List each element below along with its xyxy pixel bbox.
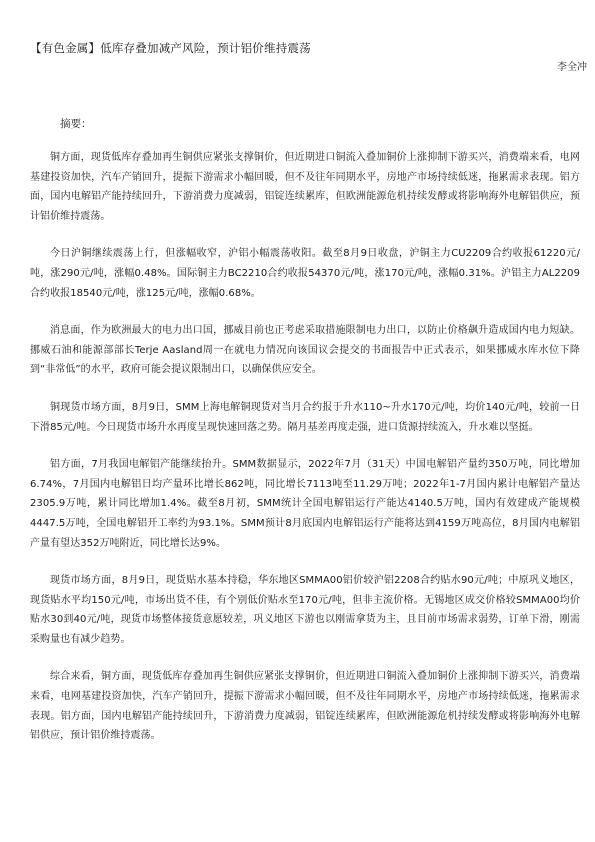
document-title: 【有色金属】低库存叠加减产风险，预计铝价维持震荡 [30, 41, 311, 55]
paragraph-aluminum-production: 铝方面，7月我国电解铝产能继续抬升。SMM数据显示，2022年7月（31天）中国电解铝产量约350万吨，同比增加6.74%，7月国内电解铝日均产量环比增长862吨，同比增长7113吨至11.29万吨；2022年1-7月国内累计电解铝产量达2305.9万吨，累计同比增加1.4%。截至8月初，SMM统计全国电解铝运行产能达4140.5万吨，国内有效建成产能规模4447.5万吨，全国电解铝开工率约为93.1%。SMM预计8月底国内电解铝运行产能将达到4159万吨高位，8月国内电解铝产量有望达352万吨附近，同比增长达9%。 [30, 459, 580, 549]
paragraph-market-close: 今日沪铜继续震荡上行，但涨幅收窄，沪铝小幅震荡收阳。截至8月9日收盘，沪铜主力CU2209合约收报61220元/吨，涨290元/吨，涨幅0.48%。国际铜主力BC2210合约收报54370元/吨，涨170元/吨，涨幅0.31%。沪铝主力AL2209合约收报18540元/吨，涨125元/吨，涨幅0.68%。 [30, 248, 580, 299]
paragraph-news-norway: 消息面，作为欧洲最大的电力出口国，挪威目前也正考虑采取措施限制电力出口，以防止价格飙升造成国内电力短缺。挪威石油和能源部部长Terje Aasland周一在就电力情况向该国议会提交的书面报告中正式表示，如果挪威水库水位下降到“非常低”的水平，政府可能会提议限制出口，以确保供应安全。 [30, 325, 580, 376]
document-body [30, 148, 580, 764]
paragraph-aluminum-spot: 现货市场方面，8月9日，现货贴水基本持稳，华东地区SMMA00铝价较沪铝2208合约贴水90元/吨；中原巩义地区，现货贴水平均150元/吨，市场出货不佳，有个别低价贴水至170元/吨，但非主流价格。无锡地区成交价格较SMMA00均价贴水30到40元/吨，现货市场整体接货意愿较差，巩义地区下游也以刚需拿货为主，且目前市场需求弱势，订单下滑，刚需采购量也有减少趋势。 [30, 575, 580, 645]
paragraph-copper-spot: 铜现货市场方面，8月9日，SMM上海电解铜现货对当月合约报于升水110~升水170元/吨，均价140元/吨，较前一日下滑85元/吨。今日现货市场升水再度呈现快速回落之势。隔月基差再度走强，进口货源持续流入，升水难以坚挺。 [30, 401, 580, 433]
paragraph-conclusion: 综合来看，铜方面，现货低库存叠加再生铜供应紧张支撑铜价，但近期进口铜流入叠加铜价上涨抑制下游买兴，消费端来看，电网基建投资加快，汽车产销回升，提振下游需求小幅回暖，但不及往年同期水平，房地产市场持续低迷，拖累需求表现。铝方面，国内电解铝产能持续回升，下游消费力度减弱，铝锭连续累库，但欧洲能源危机持续发酵或将影响海外电解铝供应，预计铝价维持震荡。 [30, 671, 580, 742]
abstract-label: 摘要： [60, 118, 92, 130]
paragraph-copper-aluminum-summary: 铜方面，现货低库存叠加再生铜供应紧张支撑铜价，但近期进口铜流入叠加铜价上涨抑制下游买兴，消费端来看，电网基建投资加快，汽车产销回升，提振下游需求小幅回暖，但不及往年同期水平，房地产市场持续低迷，拖累需求表现。铝方面，国内电解铝产能持续回升，下游消费力度减弱，铝锭连续累库，但欧洲能源危机持续发酵或将影响海外电解铝供应，预计铝价维持震荡。 [30, 152, 580, 222]
author-name: 李全冲 [557, 62, 587, 73]
